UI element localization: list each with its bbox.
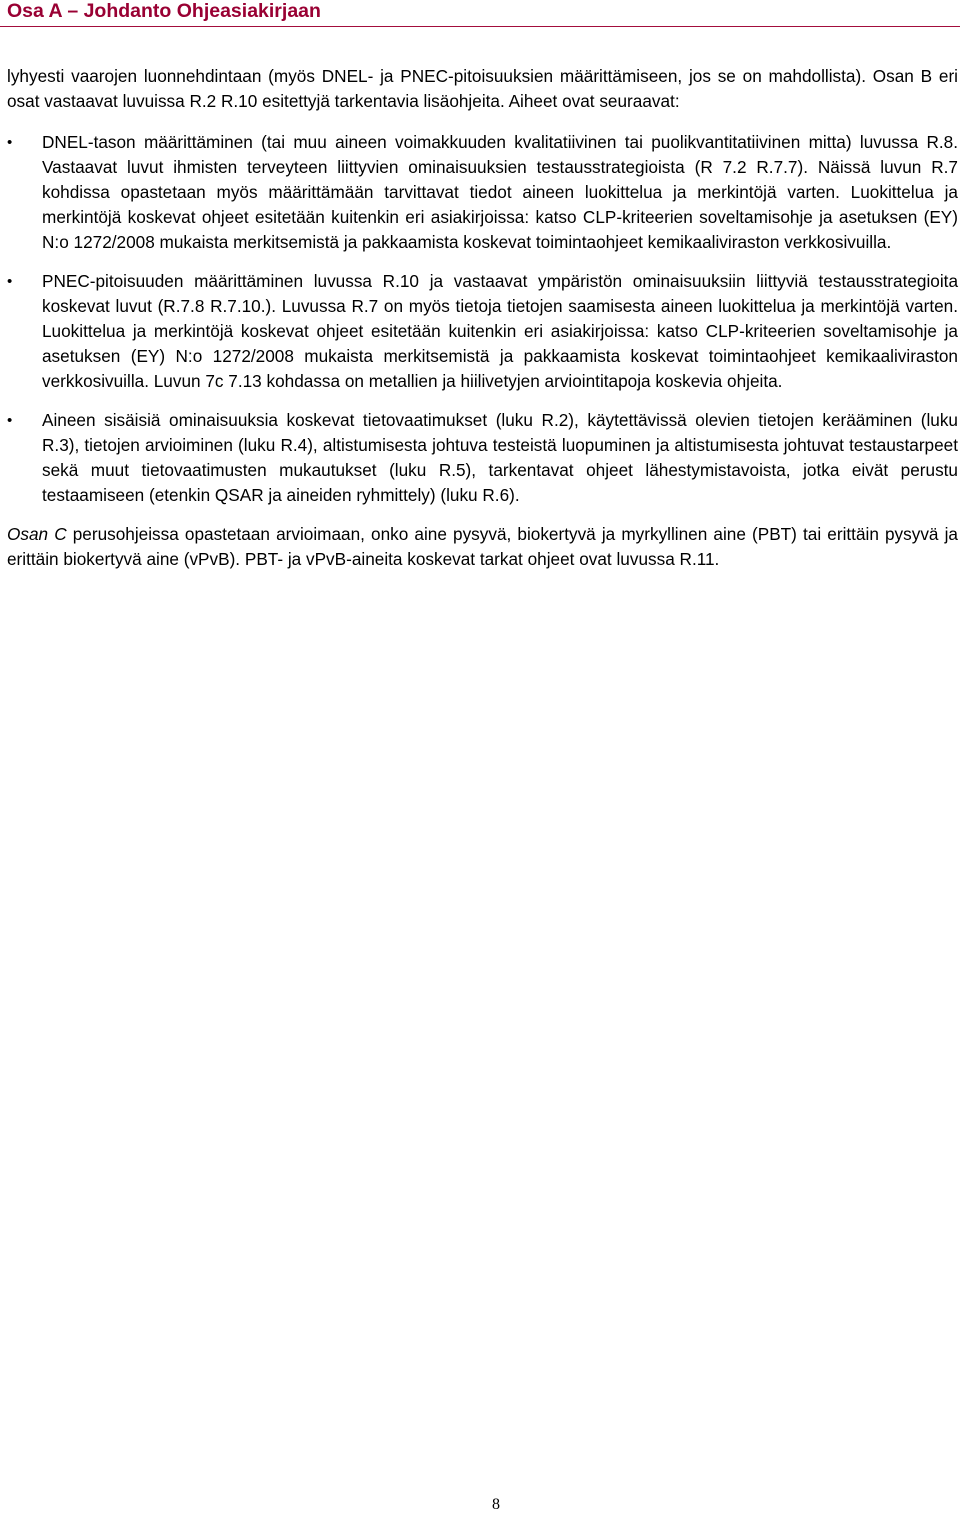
list-item-text: PNEC-pitoisuuden määrittäminen luvussa R.10 ja vastaavat ympäristön ominaisuuksiin liittyviä testausstrategioita koskevat luvut (R.7.8 R.7.10.). Luvussa R.7 on myös tietoja tietojen saamisesta aineen luokittelua ja merkintöjä varten. Luokittelua ja merkintöjä koskevat ohjeet esitetään kuitenkin eri asiakirjoissa: katso CLP-kriteerien soveltamisohje ja asetuksen (EY) N:o 1272/2008 mukaista merkitsemistä ja pakkaamista koskevat toimintaohjeet kemikaaliviraston verkkosivuilla. Luvun 7c 7.13 kohdassa on metallien ja hiilivetyjen arviointitapoja koskevia ohjeita. bbox=[42, 271, 958, 391]
osan-c-lead: Osan C bbox=[7, 524, 67, 544]
bullet-icon: • bbox=[7, 412, 13, 429]
list-item bbox=[7, 408, 958, 508]
list-item-text: DNEL-tason määrittäminen (tai muu aineen voimakkuuden kvalitatiivinen tai puolikvantitatiivinen mitta) luvussa R.8. Vastaavat luvut ihmisten terveyteen liittyvien ominaisuuksien testausstrategioista (R 7.2 R.7.7). Näissä luvun R.7 kohdissa opastetaan myös määrittämään tarvittavat tiedot aineen luokittelua ja merkintöjä varten. Luokittelua ja merkintöjä koskevat ohjeet esitetään kuitenkin eri asiakirjoissa: katso CLP-kriteerien soveltamisohje ja asetuksen (EY) N:o 1272/2008 mukaista merkitsemistä ja pakkaamista koskevat toimintaohjeet kemikaaliviraston verkkosivuilla. bbox=[42, 132, 958, 252]
osan-c-paragraph bbox=[7, 522, 958, 572]
bullet-icon: • bbox=[7, 134, 13, 151]
list-item-text: Aineen sisäisiä ominaisuuksia koskevat tietovaatimukset (luku R.2), käytettävissä olevien tietojen kerääminen (luku R.3), tietojen arvioiminen (luku R.4), altistumisesta johtuva testeistä luopuminen ja altistumisesta johtuvat testaustarpeet sekä muut tietovaatimusten mukautukset (luku R.5), tarkentavat ohjeet lähestymistavoista, jotka eivät perustu testaamiseen (etenkin QSAR ja aineiden ryhmittely) (luku R.6). bbox=[42, 410, 958, 505]
intro-paragraph: lyhyesti vaarojen luonnehdintaan (myös DNEL- ja PNEC-pitoisuuksien määrittämiseen, jos se on mahdollista). Osan B eri osat vastaavat luvuissa R.2 R.10 esitettyjä tarkentavia lisäohjeita. Aiheet ovat seuraavat: bbox=[7, 66, 958, 111]
osan-c-text: perusohjeissa opastetaan arvioimaan, onko aine pysyvä, biokertyvä ja myrkyllinen aine (PBT) tai erittäin pysyvä ja erittäin biokertyvä aine (vPvB). PBT- ja vPvB-aineita koskevat tarkat ohjeet ovat luvussa R.11. bbox=[7, 524, 958, 569]
page-number: 8 bbox=[492, 1496, 500, 1513]
document-body bbox=[7, 64, 958, 572]
page-header bbox=[0, 0, 960, 36]
list-item bbox=[7, 130, 958, 255]
page-header-title: Osa A – Johdanto Ohjeasiakirjaan bbox=[7, 0, 321, 22]
topics-list bbox=[7, 130, 958, 508]
header-divider bbox=[0, 26, 960, 27]
list-item bbox=[7, 269, 958, 394]
bullet-icon: • bbox=[7, 273, 13, 290]
